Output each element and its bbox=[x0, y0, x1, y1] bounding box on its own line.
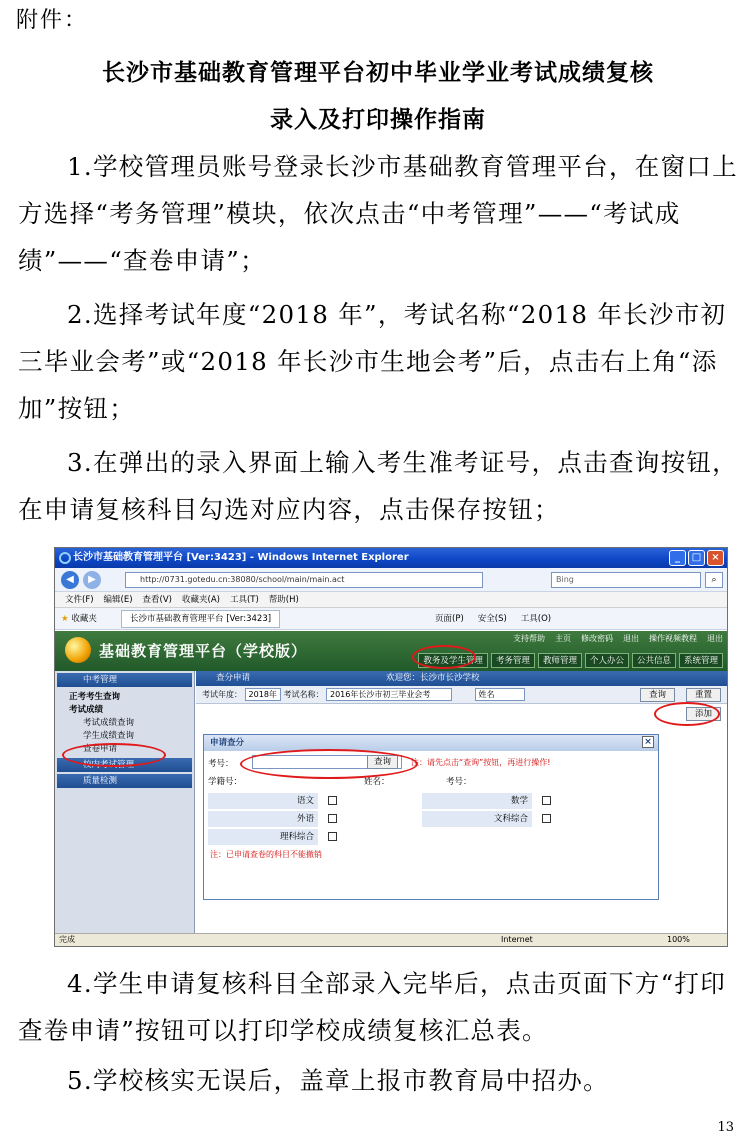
status-bar bbox=[55, 933, 727, 946]
highlight-review-apply bbox=[62, 743, 166, 767]
breadcrumb: 查分申请 欢迎您：长沙市长沙学校 bbox=[196, 671, 727, 686]
tools-menu[interactable]: 工具(O) bbox=[520, 614, 552, 624]
sidebar-header[interactable]: 中考管理 bbox=[57, 673, 192, 687]
browser-tab[interactable]: 长沙市基础教育管理平台 [Ver:3423] bbox=[121, 610, 280, 628]
subject-checkbox[interactable] bbox=[328, 796, 337, 805]
menu-help[interactable]: 帮助(H) bbox=[268, 595, 299, 605]
attachment-label: 附件： bbox=[16, 8, 89, 33]
subject-label: 数学 bbox=[422, 793, 532, 809]
logout-link[interactable]: 退出 bbox=[707, 634, 723, 643]
subject-row bbox=[208, 811, 636, 827]
add-button[interactable]: 添加 bbox=[686, 707, 721, 721]
sidebar-group-quality[interactable]: 质量检测 bbox=[57, 774, 192, 788]
filter-bar: 考试年度： 2018年 考试名称： 2016年长沙市初三毕业会考 姓名 查询 重置 bbox=[196, 686, 727, 704]
menu-favorites[interactable]: 收藏夹(A) bbox=[182, 595, 220, 605]
app-name: 基础教育管理平台（学校版） bbox=[99, 642, 308, 660]
reset-button[interactable]: 重置 bbox=[686, 688, 721, 702]
dialog-hint: 注：请先点击“查询”按钮，再进行操作! bbox=[411, 758, 551, 767]
sidebar-item-student-score[interactable]: 学生成绩查询 bbox=[83, 731, 135, 741]
document-subtitle: 录入及打印操作指南 bbox=[270, 107, 486, 133]
zoom-level[interactable]: 100% bbox=[667, 935, 690, 944]
url-input[interactable]: http://0731.gotedu.cn:38080/school/main/main.act bbox=[125, 572, 483, 588]
subject-label: 外语 bbox=[208, 811, 318, 827]
search-icon[interactable]: ⌕ bbox=[705, 572, 723, 588]
minimize-button[interactable]: _ bbox=[669, 550, 686, 566]
back-button[interactable]: ◀ bbox=[61, 571, 79, 589]
module-teacher[interactable]: 教师管理 bbox=[538, 653, 582, 668]
module-office[interactable]: 个人办公 bbox=[585, 653, 629, 668]
home-link[interactable]: 主页 bbox=[555, 634, 571, 643]
menu-tools[interactable]: 工具(T) bbox=[229, 595, 259, 605]
exam-no-label: 考号： bbox=[208, 759, 234, 769]
search-input[interactable]: Bing bbox=[551, 572, 701, 588]
name-label: 姓名： bbox=[364, 777, 390, 787]
dialog-title: 申请查分 × bbox=[204, 735, 658, 751]
close-window-button[interactable]: × bbox=[707, 550, 724, 566]
dialog-close-icon[interactable]: × bbox=[642, 736, 654, 748]
sidebar bbox=[55, 671, 195, 935]
seat-label: 考号： bbox=[446, 777, 472, 787]
menu-view[interactable]: 查看(V) bbox=[142, 595, 172, 605]
module-public[interactable]: 公共信息 bbox=[632, 653, 676, 668]
highlight-exam-no-input bbox=[240, 749, 418, 779]
step-3: 3.在弹出的录入界面上输入考生准考证号，点击查询按钮，在申请复核科目勾选对应内容，点击保存按钮； bbox=[18, 448, 738, 524]
app-logo-icon bbox=[65, 637, 91, 663]
step-1: 1.学校管理员账号登录长沙市基础教育管理平台，在窗口上方选择“考务管理”模块，依次点击“中考管理”——“考试成绩”——“查卷申请”； bbox=[18, 152, 738, 275]
sidebar-group-school-exam[interactable]: 校内考试管理 bbox=[57, 758, 192, 772]
document-title: 长沙市基础教育管理平台初中毕业学业考试成绩复核 bbox=[102, 60, 654, 86]
welcome-text: 欢迎您：长沙市长沙学校 bbox=[386, 673, 480, 683]
student-no-label: 学籍号： bbox=[208, 777, 243, 787]
help-link[interactable]: 支持帮助 bbox=[513, 634, 545, 643]
star-icon: ★ bbox=[61, 614, 69, 624]
module-system[interactable]: 系统管理 bbox=[679, 653, 723, 668]
favorites-bar bbox=[55, 608, 727, 630]
app-header bbox=[55, 631, 727, 671]
notice-link[interactable]: 退出 bbox=[623, 634, 639, 643]
module-exam[interactable]: 考务管理 bbox=[491, 653, 535, 668]
field-select[interactable]: 姓名 bbox=[475, 688, 525, 701]
window-title: 长沙市基础教育管理平台 [Ver:3423] - Windows Internet Explorer bbox=[73, 552, 409, 563]
subject-checkbox[interactable] bbox=[542, 796, 551, 805]
status-text: 完成 bbox=[59, 935, 75, 944]
dialog-note: 注：已申请查卷的科目不能撤销 bbox=[210, 850, 322, 859]
address-bar bbox=[55, 568, 727, 592]
subject-label: 语文 bbox=[208, 793, 318, 809]
page-number: 13 bbox=[717, 1120, 734, 1135]
highlight-add-button bbox=[654, 702, 720, 726]
window-titlebar bbox=[55, 548, 727, 568]
subject-checkbox[interactable] bbox=[542, 814, 551, 823]
page-menu[interactable]: 页面(P) bbox=[435, 614, 464, 624]
subject-label: 文科综合 bbox=[422, 811, 532, 827]
sidebar-item-scores[interactable]: 考试成绩 bbox=[69, 705, 104, 715]
maximize-button[interactable]: □ bbox=[688, 550, 705, 566]
sidebar-item-score-query[interactable]: 考试成绩查询 bbox=[83, 718, 135, 728]
exam-name-select[interactable]: 2016年长沙市初三毕业会考 bbox=[326, 688, 452, 701]
subject-row bbox=[208, 793, 636, 809]
step-5: 5.学校核实无误后，盖章上报市教育局中招办。 bbox=[67, 1066, 609, 1095]
ie-logo-icon bbox=[59, 552, 71, 564]
subject-checkbox[interactable] bbox=[328, 832, 337, 841]
sidebar-item-exam-query[interactable]: 正考考生查询 bbox=[69, 692, 121, 702]
internet-zone: Internet bbox=[501, 935, 533, 944]
step-4: 4.学生申请复核科目全部录入完毕后，点击页面下方“打印查卷申请”按钮可以打印学校成绩复核汇总表。 bbox=[18, 969, 726, 1045]
module-academic[interactable]: 教务及学生管理 bbox=[418, 653, 488, 668]
dialog-query-button[interactable]: 查询 bbox=[367, 755, 398, 769]
menu-file[interactable]: 文件(F) bbox=[65, 595, 94, 605]
highlight-exam-module bbox=[412, 645, 476, 669]
year-select[interactable]: 2018年 bbox=[245, 688, 281, 701]
query-button[interactable]: 查询 bbox=[640, 688, 675, 702]
sidebar-item-review-apply[interactable]: 查卷申请 bbox=[83, 744, 118, 754]
menu-bar bbox=[55, 592, 727, 608]
safety-menu[interactable]: 安全(S) bbox=[477, 614, 507, 624]
subject-checkbox[interactable] bbox=[328, 814, 337, 823]
subject-row bbox=[208, 829, 636, 845]
change-password-link[interactable]: 修改密码 bbox=[581, 634, 613, 643]
menu-edit[interactable]: 编辑(E) bbox=[103, 595, 133, 605]
favorites-button[interactable]: ★ 收藏夹 bbox=[61, 614, 97, 624]
video-tutorial-link[interactable]: 操作视频教程 bbox=[649, 634, 697, 643]
subject-label: 理科综合 bbox=[208, 829, 318, 845]
forward-button[interactable]: ▶ bbox=[83, 571, 101, 589]
step-2: 2.选择考试年度“2018 年”，考试名称“2018 年长沙市初三毕业会考”或“2018 年长沙市生地会考”后，点击右上角“添加”按钮； bbox=[18, 300, 727, 423]
